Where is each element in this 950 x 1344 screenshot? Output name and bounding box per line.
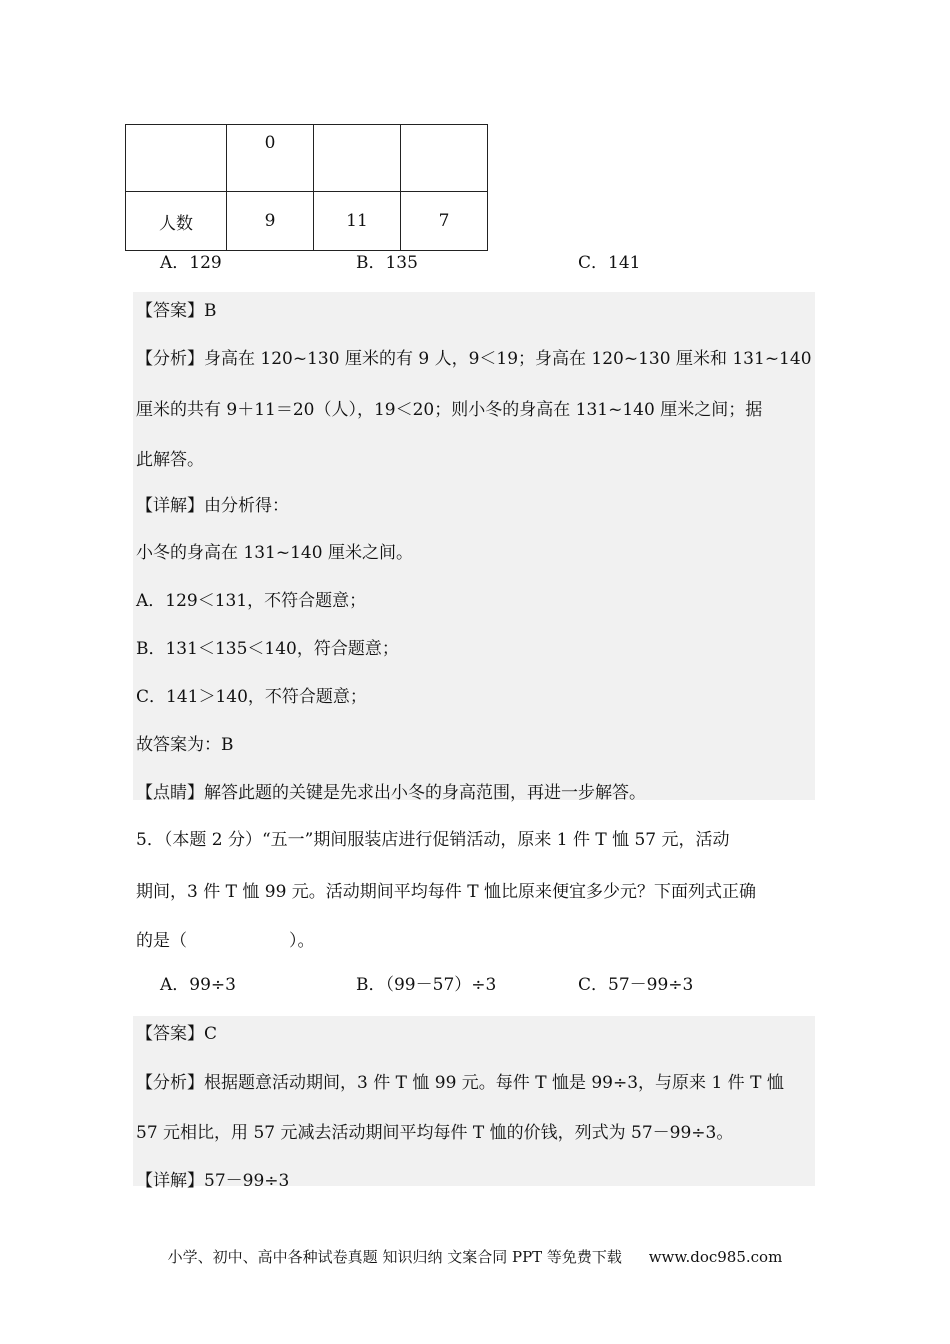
q5-analysis-line: 【分析】根据题意活动期间，3 件 T 恤 99 元。每件 T 恤是 99÷3，与原来 1 件 T 恤 <box>136 1073 784 1093</box>
q5-option-b: B．（99－57）÷3 <box>356 975 497 995</box>
q4-detail-line: A．129＜131，不符合题意； <box>136 591 367 611</box>
table-cell: 人数 <box>126 192 227 251</box>
q4-detail-line: B．131＜135＜140，符合题意； <box>136 639 399 659</box>
q5-analysis-line: 57 元相比，用 57 元减去活动期间平均每件 T 恤的价钱，列式为 57－99÷3。 <box>136 1123 734 1143</box>
table-cell: 11 <box>314 192 401 251</box>
height-table <box>125 124 488 251</box>
footer-url[interactable]: www.doc985.com <box>648 1248 783 1266</box>
table-cell: 0 <box>227 125 314 192</box>
q5-question-line: 期间，3 件 T 恤 99 元。活动期间平均每件 T 恤比原来便宜多少元？下面列式正确 <box>136 882 756 902</box>
q4-detail-line: 小冬的身高在 131~140 厘米之间。 <box>136 543 413 563</box>
q4-option-a: A．129 <box>160 253 222 273</box>
table-cell <box>126 125 227 192</box>
q4-detail-line: 【详解】由分析得： <box>136 496 289 516</box>
table-row <box>126 125 488 192</box>
q4-detail-line: C．141＞140，不符合题意； <box>136 687 367 707</box>
q4-analysis-line: 【分析】身高在 120~130 厘米的有 9 人，9＜19；身高在 120~130 厘米和 131~140 <box>136 349 812 369</box>
q5-detail: 【详解】57－99÷3 <box>136 1171 290 1191</box>
q4-detail-line: 故答案为：B <box>136 735 234 755</box>
q4-analysis-line: 此解答。 <box>136 450 204 470</box>
q5-solution-box <box>133 1016 815 1186</box>
q4-comment: 【点睛】解答此题的关键是先求出小冬的身高范围，再进一步解答。 <box>136 783 646 803</box>
q5-option-c: C．57－99÷3 <box>578 975 694 995</box>
q5-question-line: 5．（本题 2 分）“五一”期间服装店进行促销活动，原来 1 件 T 恤 57 元，活动 <box>136 830 730 850</box>
table-cell <box>314 125 401 192</box>
q5-question-line: 的是（ ）。 <box>136 931 315 951</box>
page-footer <box>0 1246 950 1267</box>
q4-analysis-line: 厘米的共有 9＋11＝20（人），19＜20；则小冬的身高在 131~140 厘米之间；据 <box>136 400 763 420</box>
q4-option-b: B．135 <box>356 253 418 273</box>
table-cell <box>401 125 488 192</box>
q4-option-c: C．141 <box>578 253 641 273</box>
q4-answer: 【答案】B <box>136 301 217 321</box>
footer-text: 小学、初中、高中各种试卷真题 知识归纳 文案合同 PPT 等免费下载 <box>167 1248 622 1266</box>
table-cell: 7 <box>401 192 488 251</box>
table-row <box>126 192 488 251</box>
q5-option-a: A．99÷3 <box>160 975 236 995</box>
table-cell: 9 <box>227 192 314 251</box>
q5-answer: 【答案】C <box>136 1024 218 1044</box>
